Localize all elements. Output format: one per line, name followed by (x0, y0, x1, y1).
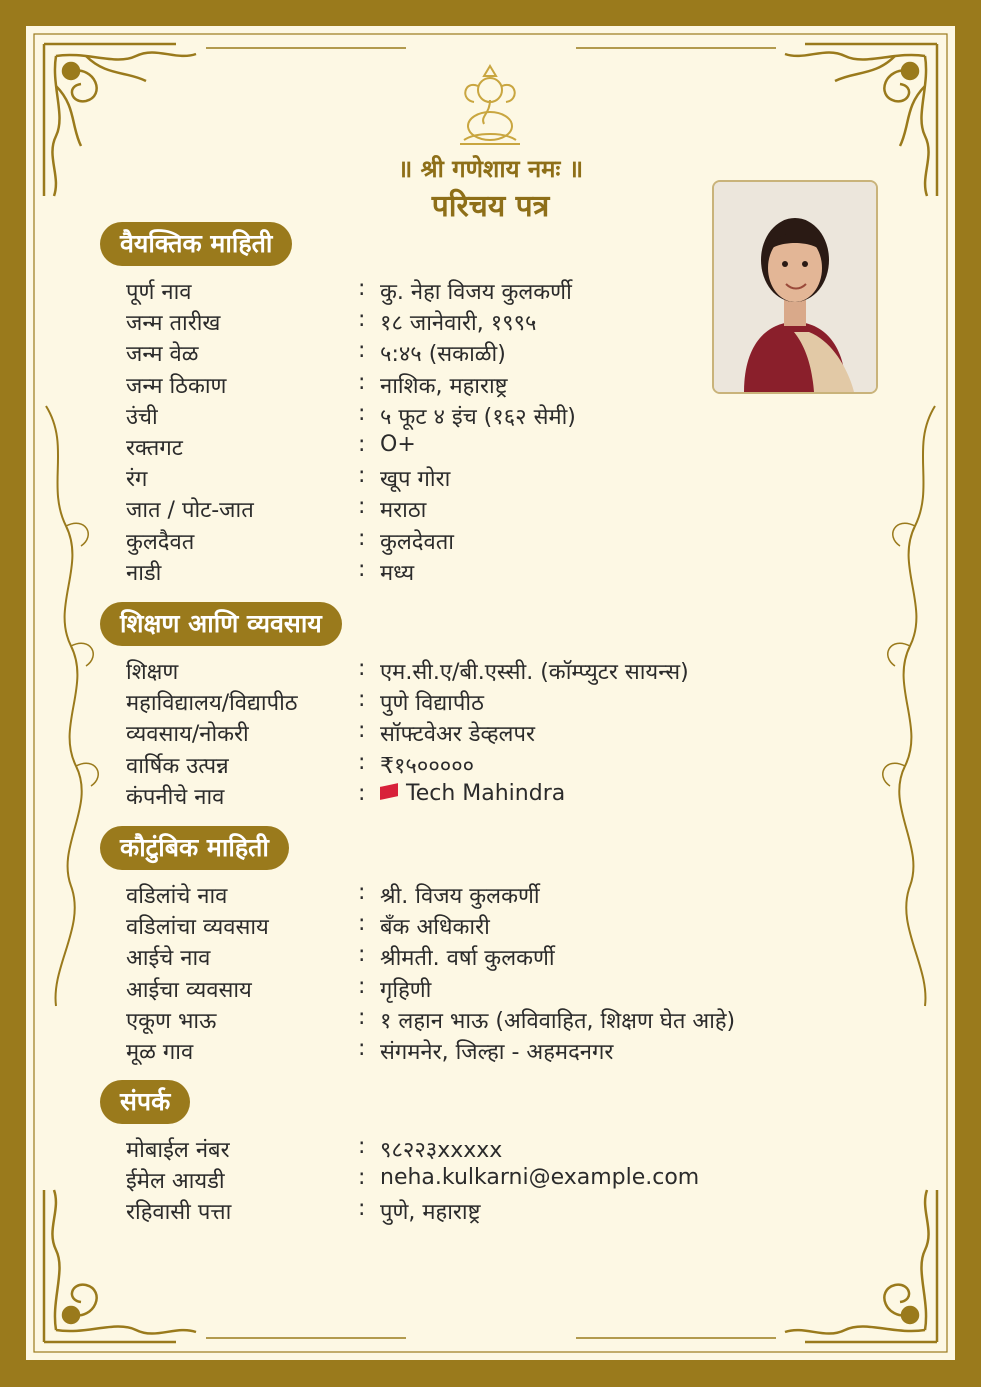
shloka-heading: ॥ श्री गणेशाय नमः ॥ (397, 155, 584, 183)
field-value: ९८२२३xxxxx (380, 1138, 503, 1163)
field-separator: : (358, 942, 366, 968)
field-value: खूप गोरा (380, 467, 451, 493)
field-value: एम.सी.ए/बी.एस्सी. (कॉम्प्युटर सायन्स) (380, 660, 689, 685)
field-separator: : (358, 556, 366, 582)
field-label: आईचा व्यवसाय (126, 977, 252, 1003)
field-label: नाडी (126, 560, 162, 586)
field-separator: : (358, 911, 366, 937)
field-separator: : (358, 880, 366, 905)
field-label: आईचे नाव (126, 946, 211, 972)
field-separator: : (358, 749, 366, 775)
field-label: कंपनीचे नाव (126, 784, 225, 810)
field-value: मध्य (380, 560, 415, 586)
field-label: एकूण भाऊ (126, 1008, 217, 1034)
field-label: वार्षिक उत्पन्न (126, 753, 229, 779)
field-value: १८ जानेवारी, १९९५ (380, 311, 537, 337)
person-portrait-icon (714, 182, 876, 392)
field-value: नाशिक, महाराष्ट्र (380, 373, 508, 399)
field-separator: : (358, 463, 366, 489)
field-label: जन्म वेळ (126, 342, 199, 368)
field-separator: : (358, 656, 366, 681)
field-value: मराठा (380, 498, 427, 524)
field-value: गृहिणी (380, 977, 432, 1003)
field-label: मोबाईल नंबर (126, 1138, 230, 1163)
field-value (380, 781, 565, 806)
page-title: परिचय पत्र (431, 189, 550, 224)
section-family-title: कौटुंबिक माहिती (100, 826, 289, 870)
field-label: रहिवासी पत्ता (126, 1200, 232, 1226)
company-logo-icon (380, 783, 398, 800)
field-label: मूळ गाव (126, 1040, 194, 1065)
profile-photo (712, 180, 878, 394)
field-label: कुलदैवत (126, 529, 195, 555)
field-separator: : (358, 1165, 366, 1191)
field-separator: : (358, 369, 366, 395)
field-separator: : (358, 1036, 366, 1061)
field-separator: : (358, 432, 366, 457)
field-value: बँक अधिकारी (380, 915, 490, 941)
field-separator: : (358, 687, 366, 713)
field-separator: : (358, 718, 366, 744)
field-label: महाविद्यालय/विद्यापीठ (126, 691, 298, 717)
company-name: Tech Mahindra (406, 780, 566, 806)
field-value: पुणे, महाराष्ट्र (380, 1200, 481, 1226)
field-label: जात / पोट-जात (126, 498, 254, 524)
field-separator: : (358, 400, 366, 426)
field-label: ईमेल आयडी (126, 1169, 225, 1195)
field-value: १ लहान भाऊ (अविवाहित, शिक्षण घेत आहे) (380, 1008, 736, 1034)
field-separator: : (358, 780, 366, 806)
field-value: neha.kulkarni@example.com (380, 1165, 700, 1191)
field-separator: : (358, 307, 366, 333)
field-separator: : (358, 525, 366, 551)
field-label: जन्म तारीख (126, 311, 221, 337)
field-value: ५ फूट ४ इंच (१६२ सेमी) (380, 404, 576, 430)
field-separator: : (358, 1134, 366, 1159)
field-label: पूर्ण नाव (126, 280, 192, 305)
field-value: श्री. विजय कुलकर्णी (380, 884, 540, 909)
field-value: ₹१५००००० (380, 753, 475, 779)
field-label: रंग (126, 467, 148, 493)
field-label: उंची (126, 404, 158, 430)
field-separator: : (358, 494, 366, 520)
field-value: संगमनेर, जिल्हा - अहमदनगर (380, 1040, 614, 1065)
section-personal-title: वैयक्तिक माहिती (100, 222, 292, 266)
field-value: श्रीमती. वर्षा कुलकर्णी (380, 946, 555, 972)
field-separator: : (358, 338, 366, 364)
biodata-page (26, 26, 955, 1360)
field-label: रक्तगट (126, 436, 183, 461)
field-separator: : (358, 276, 366, 301)
field-value: पुणे विद्यापीठ (380, 691, 484, 717)
field-separator: : (358, 1196, 366, 1222)
field-separator: : (358, 973, 366, 999)
field-label: वडिलांचा व्यवसाय (126, 915, 269, 941)
section-education-title: शिक्षण आणि व्यवसाय (100, 602, 342, 646)
field-value: ५:४५ (सकाळी) (380, 342, 506, 368)
field-label: शिक्षण (126, 660, 179, 685)
field-value: कु. नेहा विजय कुलकर्णी (380, 280, 572, 305)
field-label: वडिलांचे नाव (126, 884, 228, 909)
field-value: सॉफ्टवेअर डेव्हलपर (380, 722, 535, 748)
field-label: जन्म ठिकाण (126, 373, 227, 399)
field-value: कुलदेवता (380, 529, 454, 555)
field-label: व्यवसाय/नोकरी (126, 722, 249, 748)
field-separator: : (358, 1004, 366, 1030)
ganesh-icon (450, 62, 530, 148)
field-value: O+ (380, 432, 416, 457)
section-contact-title: संपर्क (100, 1080, 190, 1124)
